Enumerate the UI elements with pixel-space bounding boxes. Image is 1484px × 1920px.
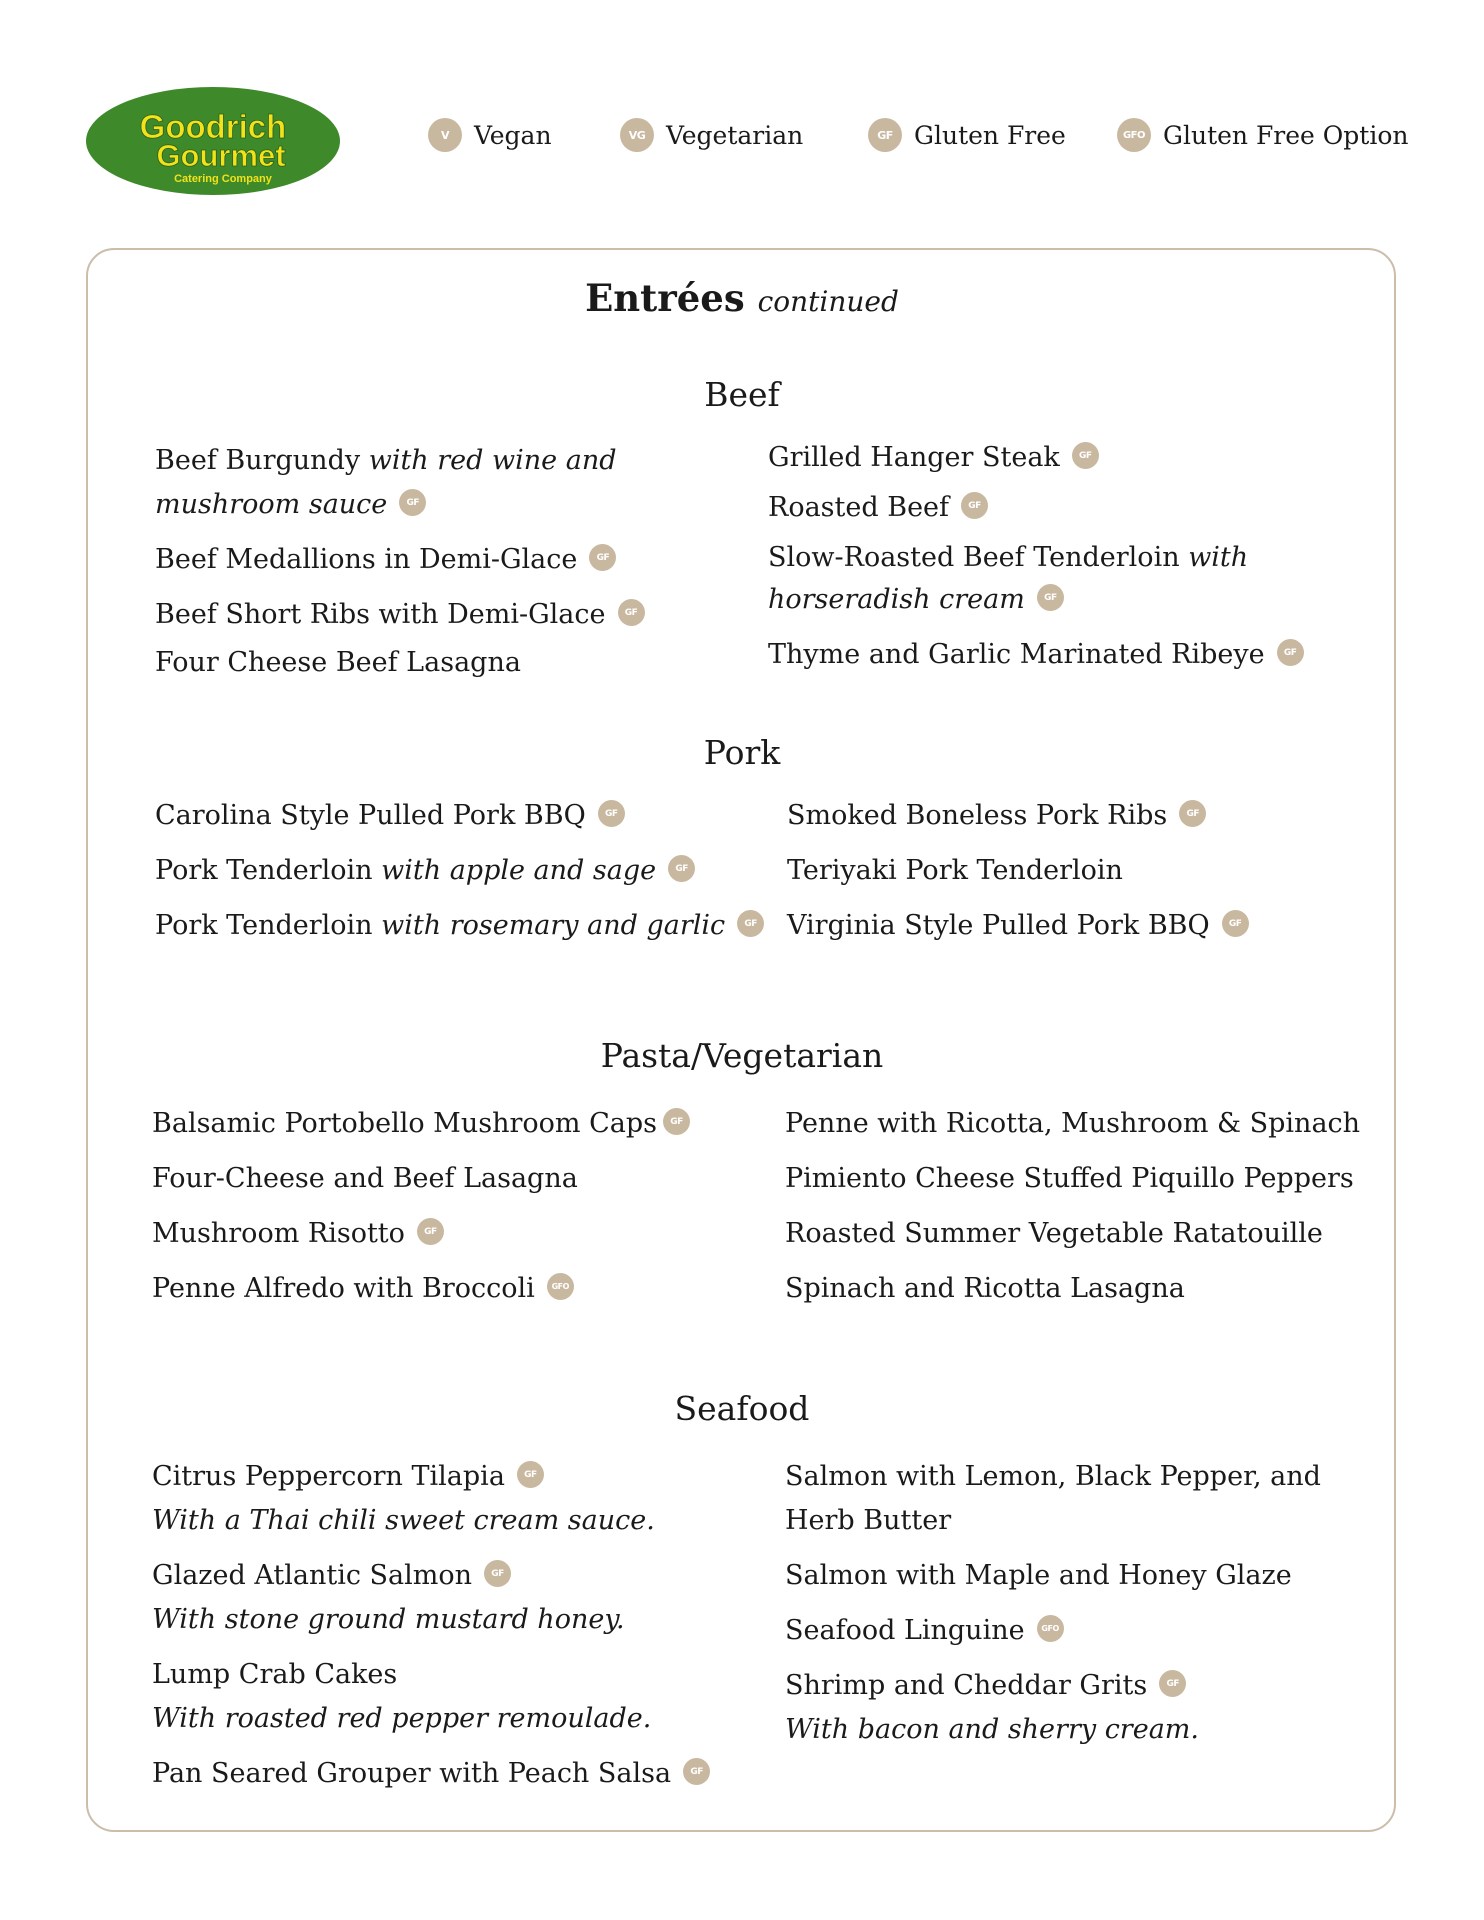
item-description: With bacon and sherry cream.: [785, 1714, 1199, 1745]
gluten-free-option-badge-icon: GFO: [547, 1273, 574, 1300]
logo-tagline: Catering Company: [174, 173, 272, 185]
item-name-italic: horseradish cream: [768, 584, 1025, 615]
legend-label: Vegetarian: [666, 120, 804, 150]
beef-left-column: [155, 439, 645, 685]
item-name: Beef Burgundy: [155, 445, 369, 476]
item-name: Herb Butter: [785, 1505, 952, 1536]
vegetarian-badge-icon: VG: [620, 118, 654, 152]
pork-right-column: [787, 794, 1249, 948]
seafood-right-column: [785, 1455, 1321, 1752]
gluten-free-badge-icon: GF: [961, 492, 988, 519]
item-name: Carolina Style Pulled Pork BBQ: [155, 800, 586, 831]
menu-item: [785, 1102, 1360, 1146]
gluten-free-badge-icon: GF: [1277, 639, 1304, 666]
legend-label: Vegan: [474, 120, 552, 150]
goodrich-gourmet-logo: [85, 86, 341, 196]
item-description: With a Thai chili sweet cream sauce.: [152, 1505, 655, 1536]
menu-item: [785, 1609, 1321, 1653]
item-name: Virginia Style Pulled Pork BBQ: [787, 910, 1210, 941]
gluten-free-badge-icon: GF: [1072, 442, 1099, 469]
item-name: Teriyaki Pork Tenderloin: [787, 855, 1123, 886]
item-name: Seafood Linguine: [785, 1615, 1025, 1646]
menu-item: [768, 486, 1304, 530]
menu-item: [787, 904, 1249, 948]
menu-item: [152, 1267, 690, 1311]
item-name: Grilled Hanger Steak: [768, 442, 1060, 473]
legend-label: Gluten Free: [914, 120, 1066, 150]
item-name: Shrimp and Cheddar Grits: [785, 1670, 1148, 1701]
gluten-free-badge-icon: GF: [868, 118, 902, 152]
item-name: Glazed Atlantic Salmon: [152, 1560, 473, 1591]
title-text: Entrées: [585, 276, 745, 320]
gluten-free-badge-icon: GF: [1222, 910, 1249, 937]
menu-item: [152, 1157, 690, 1201]
item-name: Balsamic Portobello Mushroom Caps: [152, 1108, 657, 1139]
menu-item: [768, 536, 1304, 622]
beef-right-column: [768, 436, 1304, 677]
item-name: Smoked Boneless Pork Ribs: [787, 800, 1168, 831]
item-name: Roasted Beef: [768, 492, 950, 523]
item-name-italic: with apple and sage: [381, 855, 657, 886]
gluten-free-badge-icon: GF: [399, 489, 426, 516]
gluten-free-badge-icon: GF: [737, 910, 764, 937]
item-name: Four-Cheese and Beef Lasagna: [152, 1163, 578, 1194]
menu-item: [155, 641, 645, 685]
menu-item: [787, 794, 1249, 838]
menu-item: [152, 1102, 690, 1146]
menu-item: [785, 1267, 1360, 1311]
item-name: Slow-Roasted Beef Tenderloin: [768, 542, 1189, 573]
menu-item: [785, 1455, 1321, 1543]
item-name-italic: with red wine and: [368, 445, 617, 476]
menu-item: [152, 1653, 710, 1741]
item-name-italic: mushroom sauce: [155, 489, 388, 520]
menu-item: [785, 1554, 1321, 1598]
gluten-free-badge-icon: GF: [589, 544, 616, 571]
gluten-free-badge-icon: GF: [668, 855, 695, 882]
legend-vegetarian: [620, 118, 803, 152]
item-name-italic: with rosemary and garlic: [381, 910, 726, 941]
gluten-free-badge-icon: GF: [484, 1560, 511, 1587]
gluten-free-badge-icon: GF: [618, 599, 645, 626]
item-name: Penne with Ricotta, Mushroom & Spinach: [785, 1108, 1361, 1139]
menu-item: [152, 1212, 690, 1256]
item-name: Roasted Summer Vegetable Ratatouille: [785, 1218, 1323, 1249]
logo-line2: Gourmet: [156, 138, 286, 173]
gluten-free-badge-icon: GF: [417, 1218, 444, 1245]
item-name: Thyme and Garlic Marinated Ribeye: [768, 639, 1265, 670]
menu-item: [155, 904, 764, 948]
seafood-left-column: [152, 1455, 710, 1796]
item-description: With roasted red pepper remoulade.: [152, 1703, 652, 1734]
gluten-free-badge-icon: GF: [683, 1758, 710, 1785]
gluten-free-badge-icon: GF: [598, 800, 625, 827]
legend-label: Gluten Free Option: [1163, 120, 1409, 150]
item-name: Pork Tenderloin: [155, 855, 382, 886]
title-suffix: continued: [757, 285, 899, 318]
item-name: Salmon with Lemon, Black Pepper, and: [785, 1461, 1321, 1492]
section-heading-beef: Beef: [704, 375, 780, 414]
item-name: Lump Crab Cakes: [152, 1659, 398, 1690]
item-name: Spinach and Ricotta Lasagna: [785, 1273, 1185, 1304]
item-name: Beef Medallions in Demi-Glace: [155, 544, 578, 575]
legend-vegan: [428, 118, 552, 152]
gluten-free-badge-icon: GF: [1037, 584, 1064, 611]
pasta-left-column: [152, 1102, 690, 1311]
section-heading-pasta-vegetarian: Pasta/Vegetarian: [600, 1036, 884, 1075]
menu-item: [768, 436, 1304, 480]
section-heading-seafood: Seafood: [674, 1389, 810, 1428]
item-name: Mushroom Risotto: [152, 1218, 405, 1249]
logo-line1: Goodrich: [139, 108, 287, 145]
gluten-free-badge-icon: GF: [663, 1108, 690, 1135]
page-title: [0, 276, 1484, 320]
pasta-right-column: [785, 1102, 1360, 1311]
menu-item: [785, 1664, 1321, 1752]
item-name-italic: with: [1188, 542, 1249, 573]
item-name: Four Cheese Beef Lasagna: [155, 647, 521, 678]
menu-item: [787, 849, 1249, 893]
gluten-free-option-badge-icon: GFO: [1117, 118, 1151, 152]
gluten-free-badge-icon: GF: [1159, 1670, 1186, 1697]
gluten-free-option-badge-icon: GFO: [1037, 1615, 1064, 1642]
menu-item: [155, 593, 645, 637]
menu-item: [155, 439, 645, 527]
legend-gluten-free: [868, 118, 1066, 152]
item-name: Pork Tenderloin: [155, 910, 382, 941]
section-heading-pork: Pork: [703, 733, 781, 772]
item-name: Beef Short Ribs with Demi-Glace: [155, 599, 606, 630]
menu-item: [152, 1554, 710, 1642]
item-name: Pimiento Cheese Stuffed Piquillo Peppers: [785, 1163, 1354, 1194]
item-name: Pan Seared Grouper with Peach Salsa: [152, 1758, 672, 1789]
item-description: With stone ground mustard honey.: [152, 1604, 625, 1635]
menu-item: [768, 633, 1304, 677]
menu-item: [785, 1212, 1360, 1256]
item-name: Salmon with Maple and Honey Glaze: [785, 1560, 1292, 1591]
item-name: Penne Alfredo with Broccoli: [152, 1273, 535, 1304]
gluten-free-badge-icon: GF: [517, 1461, 544, 1488]
vegan-badge-icon: V: [428, 118, 462, 152]
menu-item: [152, 1752, 710, 1796]
menu-item: [155, 794, 764, 838]
menu-item: [152, 1455, 710, 1543]
menu-item: [155, 538, 645, 582]
item-name: Citrus Peppercorn Tilapia: [152, 1461, 505, 1492]
gluten-free-badge-icon: GF: [1179, 800, 1206, 827]
menu-item: [785, 1157, 1360, 1201]
legend-gluten-free-option: [1117, 118, 1408, 152]
menu-item: [155, 849, 764, 893]
pork-left-column: [155, 794, 764, 948]
